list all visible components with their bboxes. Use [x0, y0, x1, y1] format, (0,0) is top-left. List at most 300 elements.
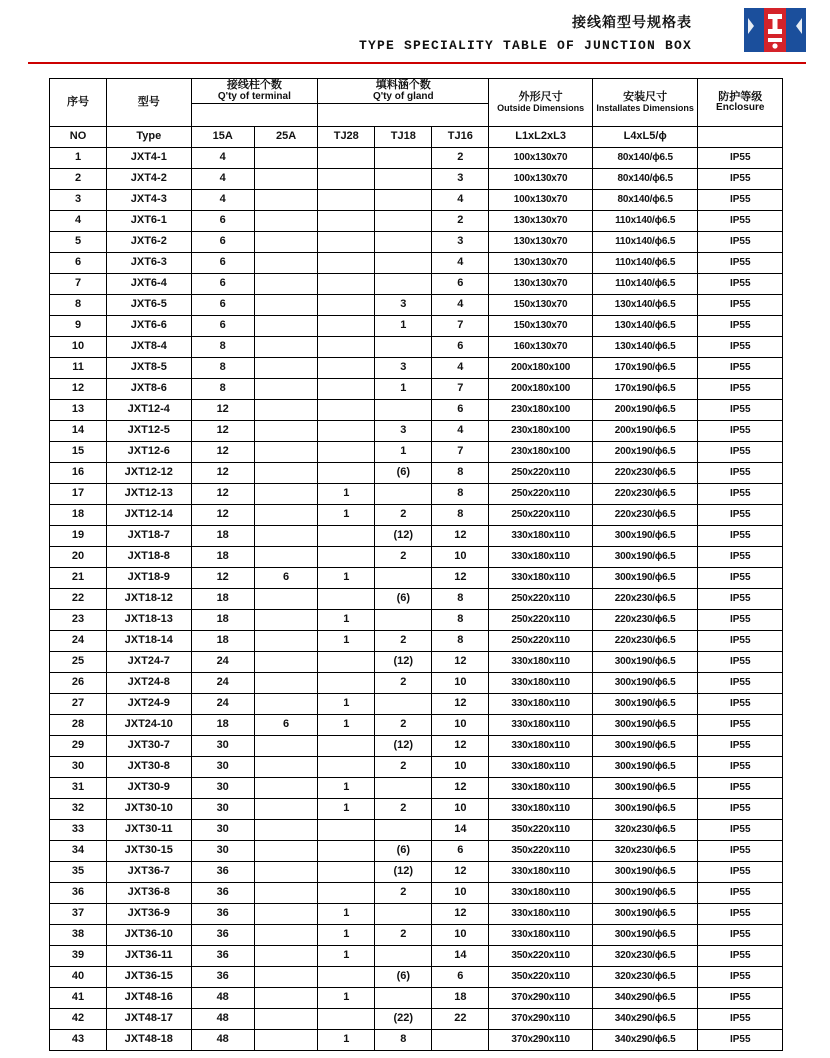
- cell-tj18: (12): [375, 526, 432, 547]
- cell-enclosure: IP55: [698, 757, 783, 778]
- cell-15a: 6: [191, 316, 254, 337]
- cell-outside-dim: 330x180x110: [489, 736, 593, 757]
- cell-25a: [254, 988, 317, 1009]
- cell-outside-dim: 330x180x110: [489, 547, 593, 568]
- cell-tj18: [375, 820, 432, 841]
- cell-25a: [254, 526, 317, 547]
- cell-no: 36: [50, 883, 107, 904]
- cell-install-dim: 80x140/ϕ6.5: [592, 190, 698, 211]
- cell-type: JXT12-5: [107, 421, 191, 442]
- cell-tj18: (6): [375, 589, 432, 610]
- cell-enclosure: IP55: [698, 1009, 783, 1030]
- cell-type: JXT24-10: [107, 715, 191, 736]
- cell-tj18: [375, 211, 432, 232]
- cell-type: JXT6-6: [107, 316, 191, 337]
- cell-enclosure: IP55: [698, 820, 783, 841]
- cell-no: 21: [50, 568, 107, 589]
- cell-25a: [254, 820, 317, 841]
- cell-tj16: 8: [432, 484, 489, 505]
- cell-tj28: 1: [318, 946, 375, 967]
- cell-tj16: 8: [432, 505, 489, 526]
- cell-enclosure: IP55: [698, 694, 783, 715]
- cell-tj18: [375, 694, 432, 715]
- cell-type: JXT8-6: [107, 379, 191, 400]
- th-enclosure: [698, 79, 783, 127]
- cell-install-dim: 300x190/ϕ6.5: [592, 883, 698, 904]
- cell-25a: [254, 400, 317, 421]
- table-row: [50, 211, 783, 232]
- cell-no: 23: [50, 610, 107, 631]
- cell-tj16: 3: [432, 232, 489, 253]
- cell-25a: [254, 778, 317, 799]
- cell-tj18: [375, 568, 432, 589]
- table-row: [50, 799, 783, 820]
- cell-tj16: 10: [432, 925, 489, 946]
- cell-type: JXT6-1: [107, 211, 191, 232]
- cell-tj18: 3: [375, 358, 432, 379]
- cell-type: JXT12-13: [107, 484, 191, 505]
- cell-15a: 30: [191, 841, 254, 862]
- th-outside-zh: 外形尺寸: [518, 91, 563, 104]
- cell-enclosure: IP55: [698, 967, 783, 988]
- cell-25a: [254, 190, 317, 211]
- cell-tj28: [318, 673, 375, 694]
- cell-tj18: [375, 232, 432, 253]
- cell-install-dim: 300x190/ϕ6.5: [592, 652, 698, 673]
- cell-type: JXT30-10: [107, 799, 191, 820]
- cell-15a: 12: [191, 505, 254, 526]
- cell-25a: [254, 316, 317, 337]
- th-sub-outside: L1xL2xL3: [489, 127, 593, 148]
- table-row: [50, 715, 783, 736]
- cell-install-dim: 130x140/ϕ6.5: [592, 295, 698, 316]
- cell-outside-dim: 250x220x110: [489, 589, 593, 610]
- cell-install-dim: 220x230/ϕ6.5: [592, 610, 698, 631]
- cell-tj28: [318, 757, 375, 778]
- cell-25a: [254, 232, 317, 253]
- cell-tj18: [375, 778, 432, 799]
- cell-tj18: 2: [375, 757, 432, 778]
- table-row: [50, 358, 783, 379]
- table-row: [50, 547, 783, 568]
- cell-install-dim: 320x230/ϕ6.5: [592, 967, 698, 988]
- cell-25a: [254, 925, 317, 946]
- th-gland: [318, 79, 489, 104]
- cell-15a: 6: [191, 253, 254, 274]
- cell-tj28: [318, 232, 375, 253]
- cell-enclosure: IP55: [698, 631, 783, 652]
- cell-enclosure: IP55: [698, 652, 783, 673]
- cell-enclosure: IP55: [698, 799, 783, 820]
- page-title-zh: 接线箱型号规格表: [572, 14, 692, 30]
- cell-tj18: [375, 274, 432, 295]
- th-sub-15a: 15A: [191, 127, 254, 148]
- cell-no: 41: [50, 988, 107, 1009]
- cell-no: 17: [50, 484, 107, 505]
- cell-25a: [254, 379, 317, 400]
- cell-tj28: [318, 148, 375, 169]
- cell-tj16: 4: [432, 358, 489, 379]
- table-row: [50, 463, 783, 484]
- cell-no: 12: [50, 379, 107, 400]
- table-row: [50, 778, 783, 799]
- cell-tj18: (12): [375, 862, 432, 883]
- cell-15a: 48: [191, 1030, 254, 1051]
- cell-15a: 8: [191, 358, 254, 379]
- cell-install-dim: 300x190/ϕ6.5: [592, 526, 698, 547]
- cell-tj28: [318, 841, 375, 862]
- cell-tj16: 14: [432, 946, 489, 967]
- table-row: [50, 589, 783, 610]
- cell-no: 13: [50, 400, 107, 421]
- cell-25a: [254, 883, 317, 904]
- cell-tj16: 2: [432, 148, 489, 169]
- cell-enclosure: IP55: [698, 442, 783, 463]
- th-terminal: [191, 79, 318, 104]
- cell-no: 39: [50, 946, 107, 967]
- th-sub-25a: 25A: [254, 127, 317, 148]
- cell-tj28: [318, 211, 375, 232]
- cell-15a: 8: [191, 379, 254, 400]
- cell-25a: [254, 211, 317, 232]
- cell-no: 31: [50, 778, 107, 799]
- cell-no: 16: [50, 463, 107, 484]
- cell-tj16: 12: [432, 694, 489, 715]
- cell-outside-dim: 250x220x110: [489, 505, 593, 526]
- cell-tj28: [318, 736, 375, 757]
- cell-no: 35: [50, 862, 107, 883]
- cell-tj28: [318, 421, 375, 442]
- cell-outside-dim: 150x130x70: [489, 316, 593, 337]
- cell-tj28: [318, 547, 375, 568]
- cell-install-dim: 220x230/ϕ6.5: [592, 589, 698, 610]
- cell-type: JXT12-4: [107, 400, 191, 421]
- cell-outside-dim: 160x130x70: [489, 337, 593, 358]
- cell-tj28: [318, 883, 375, 904]
- table-row: [50, 946, 783, 967]
- cell-25a: [254, 358, 317, 379]
- cell-tj28: [318, 379, 375, 400]
- cell-no: 8: [50, 295, 107, 316]
- table-row: [50, 820, 783, 841]
- th-no: [50, 79, 107, 127]
- cell-tj28: [318, 358, 375, 379]
- cell-type: JXT8-4: [107, 337, 191, 358]
- th-terminal-zh: 接线柱个数: [226, 79, 282, 91]
- cell-tj16: 6: [432, 967, 489, 988]
- cell-tj16: 4: [432, 295, 489, 316]
- table-row: [50, 736, 783, 757]
- th-outside-en: Outside Dimensions: [497, 102, 585, 113]
- table-row: [50, 694, 783, 715]
- cell-outside-dim: 330x180x110: [489, 526, 593, 547]
- cell-no: 7: [50, 274, 107, 295]
- cell-tj18: 2: [375, 631, 432, 652]
- cell-25a: [254, 757, 317, 778]
- cell-outside-dim: 150x130x70: [489, 295, 593, 316]
- cell-tj28: [318, 400, 375, 421]
- page-title-en: TYPE SPECIALITY TABLE OF JUNCTION BOX: [358, 38, 692, 53]
- cell-outside-dim: 350x220x110: [489, 841, 593, 862]
- cell-tj28: [318, 337, 375, 358]
- th-gland-blank: [318, 104, 489, 127]
- cell-no: 34: [50, 841, 107, 862]
- cell-tj18: (22): [375, 1009, 432, 1030]
- cell-25a: [254, 169, 317, 190]
- cell-enclosure: IP55: [698, 1030, 783, 1051]
- th-sub-install: L4xL5/ϕ: [592, 127, 698, 148]
- cell-type: JXT8-5: [107, 358, 191, 379]
- cell-type: JXT24-8: [107, 673, 191, 694]
- cell-install-dim: 320x230/ϕ6.5: [592, 946, 698, 967]
- th-install: [592, 79, 698, 127]
- cell-enclosure: IP55: [698, 316, 783, 337]
- th-install-en: Installates Dimensions: [596, 102, 694, 113]
- cell-tj18: 3: [375, 295, 432, 316]
- cell-tj28: 1: [318, 988, 375, 1009]
- cell-no: 43: [50, 1030, 107, 1051]
- table-row: [50, 967, 783, 988]
- cell-enclosure: IP55: [698, 736, 783, 757]
- cell-type: JXT36-11: [107, 946, 191, 967]
- cell-tj16: 7: [432, 442, 489, 463]
- cell-install-dim: 220x230/ϕ6.5: [592, 484, 698, 505]
- cell-tj18: 2: [375, 799, 432, 820]
- cell-enclosure: IP55: [698, 505, 783, 526]
- cell-25a: [254, 652, 317, 673]
- table-row: [50, 316, 783, 337]
- cell-enclosure: IP55: [698, 589, 783, 610]
- cell-install-dim: 170x190/ϕ6.5: [592, 379, 698, 400]
- cell-outside-dim: 330x180x110: [489, 694, 593, 715]
- cell-tj16: 8: [432, 610, 489, 631]
- table-row: [50, 883, 783, 904]
- cell-tj16: 12: [432, 568, 489, 589]
- header-row-primary: [50, 79, 783, 104]
- cell-install-dim: 300x190/ϕ6.5: [592, 904, 698, 925]
- cell-type: JXT18-7: [107, 526, 191, 547]
- cell-15a: 18: [191, 589, 254, 610]
- cell-type: JXT36-10: [107, 925, 191, 946]
- cell-15a: 6: [191, 274, 254, 295]
- cell-tj28: 1: [318, 610, 375, 631]
- cell-15a: 48: [191, 1009, 254, 1030]
- cell-install-dim: 300x190/ϕ6.5: [592, 736, 698, 757]
- cell-no: 37: [50, 904, 107, 925]
- cell-tj16: 12: [432, 904, 489, 925]
- cell-outside-dim: 370x290x110: [489, 1030, 593, 1051]
- cell-no: 30: [50, 757, 107, 778]
- cell-tj28: [318, 652, 375, 673]
- cell-enclosure: IP55: [698, 379, 783, 400]
- cell-tj16: 12: [432, 736, 489, 757]
- cell-tj16: 4: [432, 421, 489, 442]
- cell-no: 11: [50, 358, 107, 379]
- cell-enclosure: IP55: [698, 169, 783, 190]
- cell-tj18: 2: [375, 505, 432, 526]
- cell-enclosure: IP55: [698, 253, 783, 274]
- cell-tj16: 10: [432, 547, 489, 568]
- cell-enclosure: IP55: [698, 211, 783, 232]
- cell-outside-dim: 330x180x110: [489, 757, 593, 778]
- cell-25a: [254, 1009, 317, 1030]
- table-row: [50, 1009, 783, 1030]
- cell-no: 29: [50, 736, 107, 757]
- table-row: [50, 988, 783, 1009]
- cell-tj28: [318, 967, 375, 988]
- table-row: [50, 190, 783, 211]
- th-terminal-blank: [191, 104, 318, 127]
- cell-outside-dim: 250x220x110: [489, 631, 593, 652]
- cell-tj18: 2: [375, 673, 432, 694]
- cell-15a: 24: [191, 652, 254, 673]
- cell-25a: [254, 148, 317, 169]
- cell-tj18: (6): [375, 967, 432, 988]
- table-row: [50, 484, 783, 505]
- cell-tj16: 18: [432, 988, 489, 1009]
- table-row: [50, 295, 783, 316]
- cell-type: JXT4-3: [107, 190, 191, 211]
- cell-no: 25: [50, 652, 107, 673]
- cell-tj18: [375, 904, 432, 925]
- header-divider: [28, 62, 806, 64]
- cell-tj16: 3: [432, 169, 489, 190]
- table-row: [50, 526, 783, 547]
- cell-install-dim: 110x140/ϕ6.5: [592, 211, 698, 232]
- cell-no: 20: [50, 547, 107, 568]
- cell-tj28: 1: [318, 484, 375, 505]
- cell-tj18: 2: [375, 925, 432, 946]
- cell-25a: [254, 841, 317, 862]
- cell-no: 14: [50, 421, 107, 442]
- cell-install-dim: 110x140/ϕ6.5: [592, 232, 698, 253]
- cell-install-dim: 300x190/ϕ6.5: [592, 673, 698, 694]
- cell-tj16: 7: [432, 379, 489, 400]
- cell-25a: [254, 253, 317, 274]
- cell-25a: [254, 1030, 317, 1051]
- cell-tj18: [375, 253, 432, 274]
- cell-tj28: 1: [318, 631, 375, 652]
- cell-tj28: 1: [318, 694, 375, 715]
- table-row: [50, 379, 783, 400]
- cell-25a: 6: [254, 715, 317, 736]
- cell-tj18: (6): [375, 841, 432, 862]
- cell-install-dim: 170x190/ϕ6.5: [592, 358, 698, 379]
- cell-15a: 18: [191, 547, 254, 568]
- cell-install-dim: 300x190/ϕ6.5: [592, 568, 698, 589]
- cell-tj18: 2: [375, 883, 432, 904]
- cell-outside-dim: 350x220x110: [489, 967, 593, 988]
- cell-type: JXT36-8: [107, 883, 191, 904]
- th-gland-en: Q'ty of gland: [372, 90, 434, 102]
- cell-install-dim: 200x190/ϕ6.5: [592, 442, 698, 463]
- cell-15a: 36: [191, 862, 254, 883]
- cell-enclosure: IP55: [698, 988, 783, 1009]
- th-enclosure-zh: 防护等级: [718, 90, 763, 103]
- cell-tj28: 1: [318, 1030, 375, 1051]
- cell-enclosure: IP55: [698, 148, 783, 169]
- cell-25a: [254, 610, 317, 631]
- header-row-sub: [50, 127, 783, 148]
- cell-type: JXT12-12: [107, 463, 191, 484]
- cell-tj28: [318, 526, 375, 547]
- cell-no: 33: [50, 820, 107, 841]
- cell-no: 24: [50, 631, 107, 652]
- cell-install-dim: 340x290/ϕ6.5: [592, 1009, 698, 1030]
- cell-type: JXT6-5: [107, 295, 191, 316]
- cell-no: 9: [50, 316, 107, 337]
- cell-no: 27: [50, 694, 107, 715]
- table-head: [50, 79, 783, 148]
- cell-tj28: [318, 1009, 375, 1030]
- cell-no: 26: [50, 673, 107, 694]
- cell-outside-dim: 370x290x110: [489, 1009, 593, 1030]
- cell-tj16: 10: [432, 673, 489, 694]
- table-row: [50, 232, 783, 253]
- cell-outside-dim: 100x130x70: [489, 148, 593, 169]
- table-row: [50, 253, 783, 274]
- cell-15a: 12: [191, 421, 254, 442]
- cell-outside-dim: 250x220x110: [489, 484, 593, 505]
- cell-outside-dim: 330x180x110: [489, 883, 593, 904]
- cell-enclosure: IP55: [698, 673, 783, 694]
- cell-tj28: 1: [318, 799, 375, 820]
- table-row: [50, 421, 783, 442]
- cell-15a: 30: [191, 799, 254, 820]
- cell-outside-dim: 130x130x70: [489, 253, 593, 274]
- cell-25a: [254, 295, 317, 316]
- cell-type: JXT18-14: [107, 631, 191, 652]
- cell-outside-dim: 100x130x70: [489, 169, 593, 190]
- cell-15a: 30: [191, 757, 254, 778]
- cell-install-dim: 300x190/ϕ6.5: [592, 862, 698, 883]
- cell-outside-dim: 330x180x110: [489, 715, 593, 736]
- cell-15a: 18: [191, 610, 254, 631]
- cell-outside-dim: 330x180x110: [489, 862, 593, 883]
- cell-install-dim: 220x230/ϕ6.5: [592, 631, 698, 652]
- cell-outside-dim: 200x180x100: [489, 358, 593, 379]
- cell-outside-dim: 350x220x110: [489, 946, 593, 967]
- table-row: [50, 673, 783, 694]
- cell-tj16: 10: [432, 883, 489, 904]
- table-row: [50, 169, 783, 190]
- cell-install-dim: 80x140/ϕ6.5: [592, 169, 698, 190]
- cell-tj16: 12: [432, 862, 489, 883]
- cell-type: JXT48-17: [107, 1009, 191, 1030]
- cell-15a: 36: [191, 925, 254, 946]
- th-sub-enclosure: [698, 127, 783, 148]
- table-row: [50, 631, 783, 652]
- cell-outside-dim: 200x180x100: [489, 379, 593, 400]
- cell-outside-dim: 350x220x110: [489, 820, 593, 841]
- cell-tj16: 12: [432, 652, 489, 673]
- cell-outside-dim: 330x180x110: [489, 778, 593, 799]
- table-row: [50, 568, 783, 589]
- cell-enclosure: IP55: [698, 484, 783, 505]
- cell-install-dim: 300x190/ϕ6.5: [592, 757, 698, 778]
- cell-outside-dim: 230x180x100: [489, 442, 593, 463]
- cell-outside-dim: 330x180x110: [489, 925, 593, 946]
- th-terminal-en: Q'ty of terminal: [217, 90, 291, 102]
- cell-25a: [254, 547, 317, 568]
- cell-type: JXT30-15: [107, 841, 191, 862]
- cell-type: JXT24-9: [107, 694, 191, 715]
- cell-tj16: 6: [432, 841, 489, 862]
- cell-15a: 36: [191, 967, 254, 988]
- cell-tj16: 10: [432, 715, 489, 736]
- cell-type: JXT6-4: [107, 274, 191, 295]
- cell-type: JXT12-14: [107, 505, 191, 526]
